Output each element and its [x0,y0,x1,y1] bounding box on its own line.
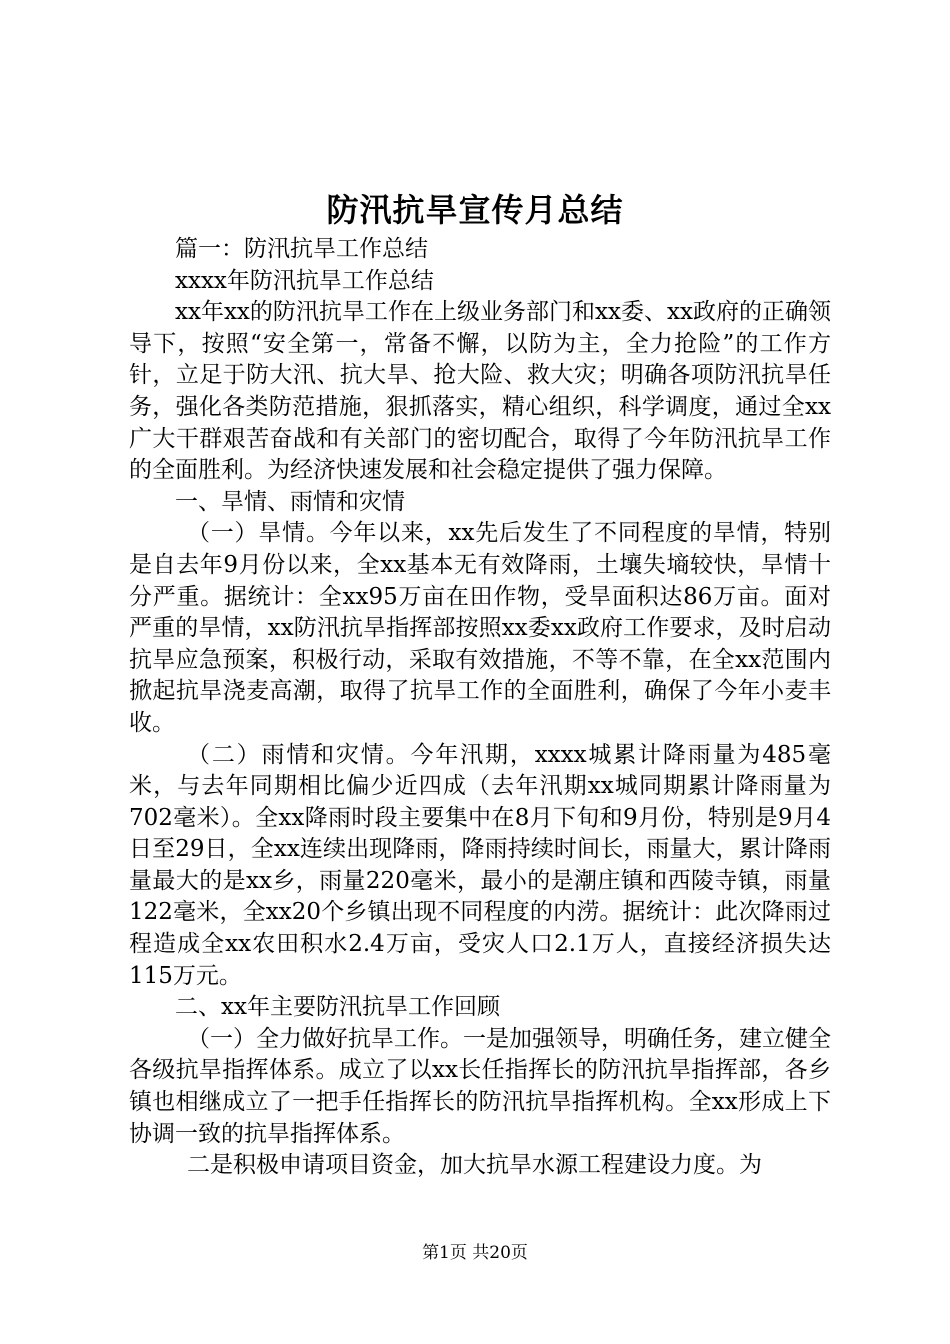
paragraph: （二）雨情和灾情。今年汛期，xxxx城累计降雨量为485毫米，与去年同期相比偏少近四成（去年汛期xx城同期累计降雨量为702毫米）。全xx降雨时段主要集中在8月下旬和9月份，特别是9月4日至29日，全xx连续出现降雨，降雨持续时间长，雨量大，累计降雨量最大的是xx乡，雨量220毫米，最小的是潮庄镇和西陵寺镇，雨量122毫米，全xx20个乡镇出现不同程度的内涝。据统计：此次降雨过程造成全xx农田积水2.4万亩，受灾人口2.1万人，直接经济损失达115万元。 [129,741,831,989]
page-number: 第1页 共20页 [422,1243,528,1263]
paragraph: 二是积极申请项目资金，加大抗旱水源工程建设力度。为 [187,1152,762,1179]
section-heading: 二、xx年主要防汛抗旱工作回顾 [175,994,500,1021]
paragraph: （一）全力做好抗旱工作。一是加强领导，明确任务，建立健全各级抗旱指挥体系。成立了以xx长任指挥长的防汛抗旱指挥部，各乡镇也相继成立了一把手任指挥长的防汛抗旱指挥机构。全xx形成上下协调一致的抗旱指挥体系。 [129,1025,831,1147]
document-title: 防汛抗旱宣传月总结 [326,191,624,229]
subheading: xxxx年防汛抗旱工作总结 [175,267,434,294]
section-heading: 篇一：防汛抗旱工作总结 [175,236,428,262]
paragraph: xx年xx的防汛抗旱工作在上级业务部门和xx委、xx政府的正确领导下，按照“安全第一，常备不懈，以防为主，全力抢险”的工作方针，立足于防大汛、抗大旱、抢大险、救大灾；明确各项防汛抗旱任务，强化各类防范措施，狠抓落实，精心组织，科学调度，通过全xx广大干群艰苦奋战和有关部门的密切配合，取得了今年防汛抗旱工作的全面胜利。为经济快速发展和社会稳定提供了强力保障。 [129,299,831,484]
paragraph: （一）旱情。今年以来，xx先后发生了不同程度的旱情，特别是自去年9月份以来，全xx基本无有效降雨，土壤失墒较快，旱情十分严重。据统计：全xx95万亩在田作物，受旱面积达86万亩。面对严重的旱情，xx防汛抗旱指挥部按照xx委xx政府工作要求，及时启动抗旱应急预案，积极行动，采取有效措施，不等不靠，在全xx范围内掀起抗旱浇麦高潮，取得了抗旱工作的全面胜利，确保了今年小麦丰收。 [129,520,831,736]
document-body [129,234,831,1182]
section-heading: 一、旱情、雨情和灾情 [175,488,405,515]
